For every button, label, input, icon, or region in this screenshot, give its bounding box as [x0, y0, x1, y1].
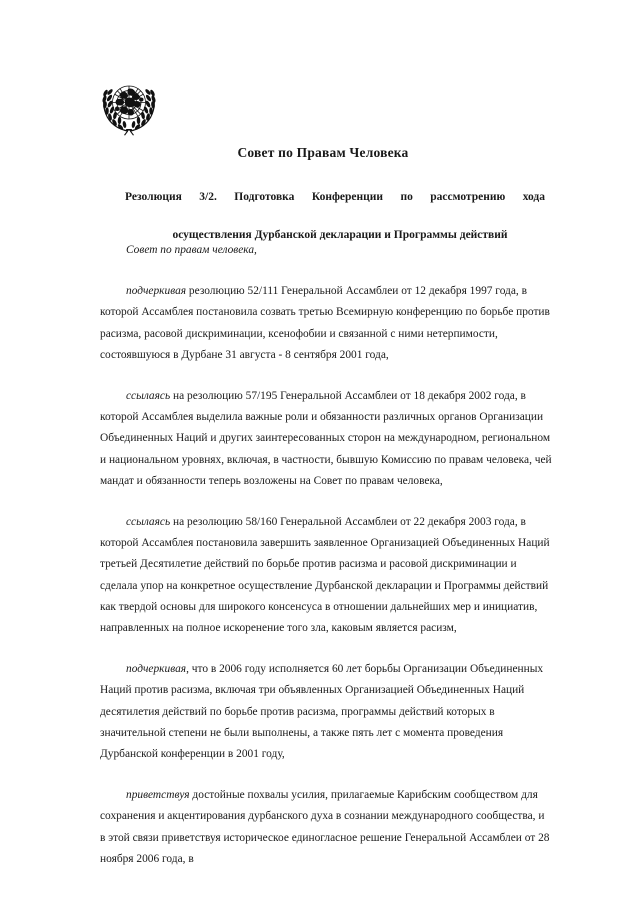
paragraph-lead-5: приветствуя [126, 789, 190, 802]
paragraph-lead-4: подчеркивая [126, 663, 187, 676]
paragraph-text-1: резолюцию 52/111 Генеральной Ассамблеи от 12 декабря 1997 года, в которой Ассамблея постановила созвать третью Всемирную конференцию по борьбе против расизма, расовой дискриминации, ксенофобии и связанной с ними нетерпимости, состоявшуюся в Дурбане 31 августа - 8 сентября 2001 года, [100, 285, 550, 361]
paragraph-text-5: достойные похвалы усилия, прилагаемые Карибским сообществом для сохранения и акцентирования дурбанского духа в сознании международного сообщества, и в этой связи приветствуя историческое единогласное решение Генеральной Ассамблеи от 28 ноября 2006 года, в [100, 789, 550, 865]
un-emblem [99, 79, 159, 136]
resolution-title-line2: осуществления Дурбанской декларации и Программы действий [172, 229, 508, 241]
resolution-title [125, 188, 545, 245]
paragraph-lead-2: ссылаясь [126, 390, 171, 403]
salutation: Совет по правам человека, [126, 244, 257, 256]
page-title: Совет по Правам Человека [237, 145, 409, 160]
paragraph-lead-1: подчеркивая [126, 285, 187, 298]
paragraph-text-3: на резолюцию 58/160 Генеральной Ассамблеи от 22 декабря 2003 года, в которой Ассамблея постановила завершить заявленное Организацией Объединенных Наций третьей Десятилетие действий по борьбе против расизма и расовой дискриминации и сделала упор на конкретное осуществление Дурбанской декларации и Программы действий как твердой основы для широкого консенсуса в отношении дальнейших мер и инициатив, направленных на полное искоренение того зла, каковым является расизм, [100, 516, 550, 635]
document-body [100, 240, 552, 870]
preamble-paragraph-1 [100, 261, 552, 366]
paragraph-text-4: , что в 2006 году исполняется 60 лет борьбы Организации Объединенных Наций против расизма, включая три объявленных Организацией Объединенных Наций десятилетия действий по борьбе против расизма, программы действий которых в значительной степени не были выполнены, а также пять лет с момента проведения Дурбанской конференции в 2001 году, [100, 663, 544, 761]
preamble-paragraph-3 [100, 492, 552, 639]
preamble-paragraph-5 [100, 765, 552, 870]
paragraph-lead-3: ссылаясь [126, 516, 171, 529]
paragraph-text-2: на резолюцию 57/195 Генеральной Ассамблеи от 18 декабря 2002 года, в которой Ассамблея выделила важные роли и обязанности различных органов Организации Объединенных Наций и других заинтересованных сторон на международном, региональном и национальном уровнях, включая, в частности, бывшую Комиссию по правам человека, чей мандат и обязанности теперь возложены на Совет по правам человека, [100, 390, 552, 487]
preamble-paragraph-2 [100, 366, 552, 492]
resolution-title-line1: Резолюция 3/2. Подготовка Конференции по рассмотрению хода [125, 191, 545, 203]
preamble-paragraph-4 [100, 639, 552, 765]
